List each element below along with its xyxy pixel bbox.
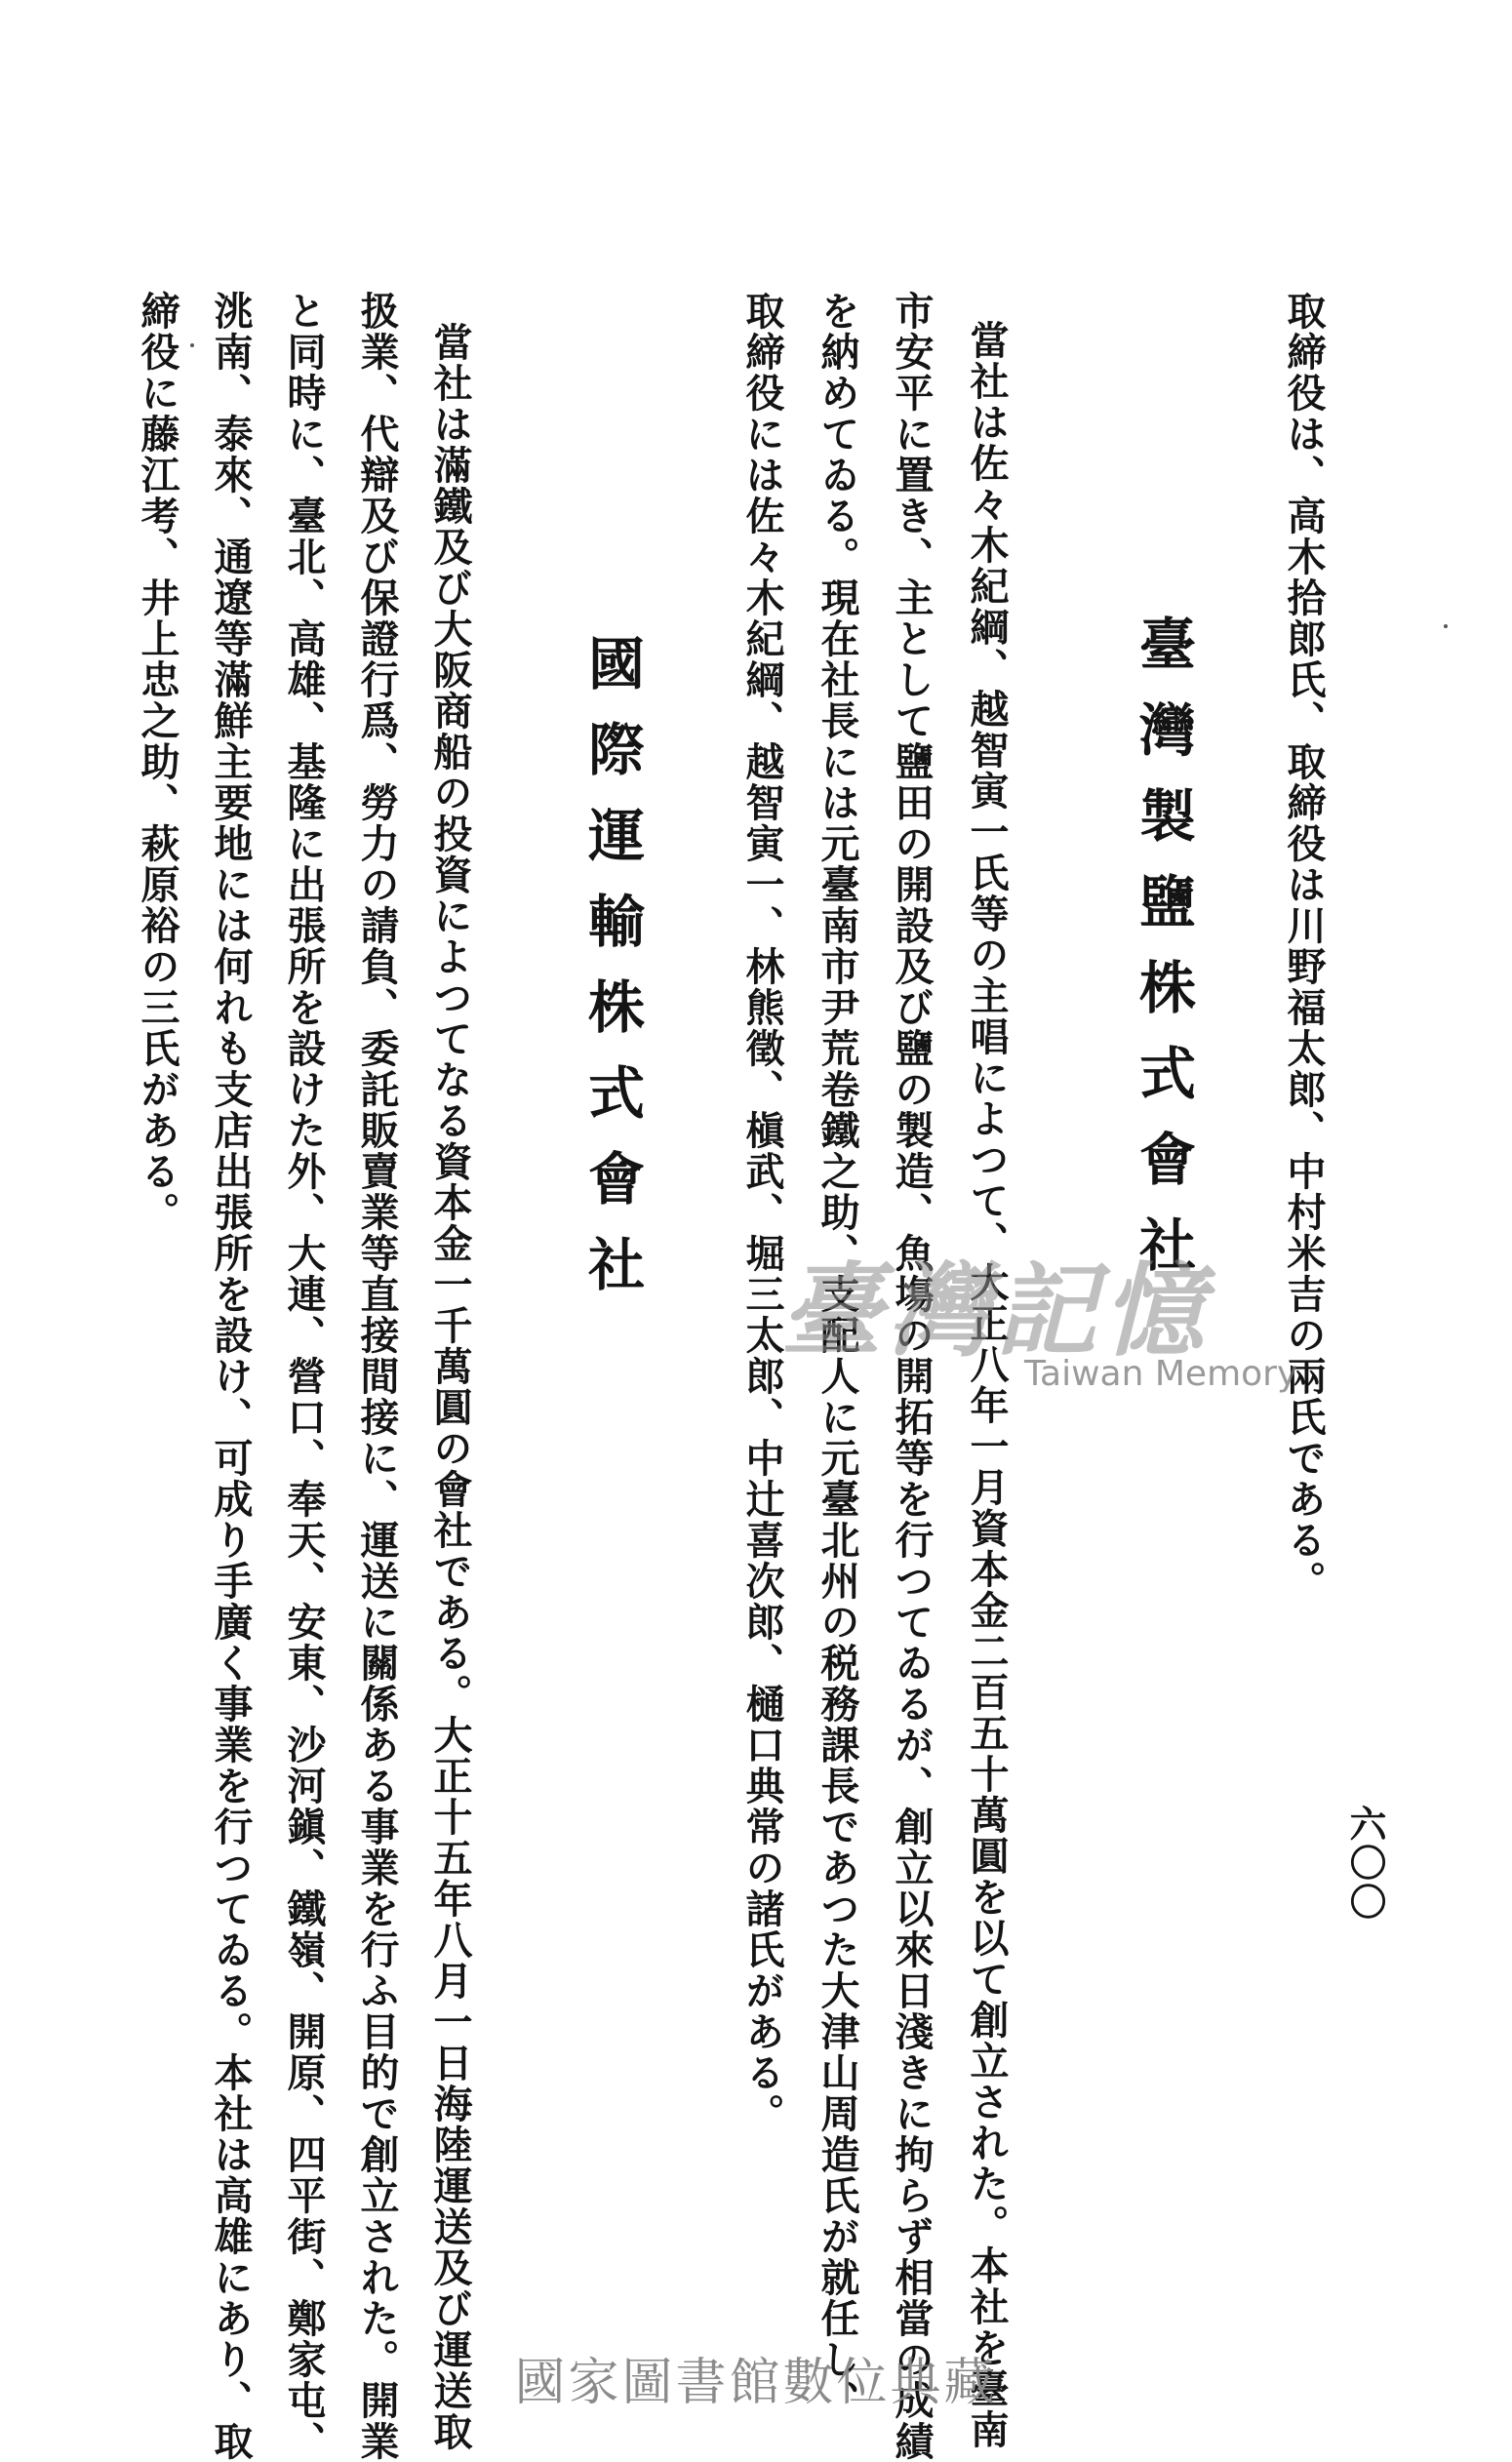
transport-line-2: 扱業、代辯及び保證行爲、勞力の請負、委託販賣業等直接間接に、運送に關係ある事業を行ふ目的で創立された。開業 xyxy=(354,291,400,2462)
section-transport-heading: 國際運輸株式會社 xyxy=(578,634,645,1321)
page-number: 六〇〇 xyxy=(1343,1805,1387,1922)
footer-collection-label: 國家圖書館數位典藏 xyxy=(514,2354,998,2412)
section-salt-heading: 臺灣製鹽株式會社 xyxy=(1130,615,1196,1301)
prev-section-line-1: 取締役は、高木拾郎氏、取締役は川野福太郎、中村米吉の兩氏である。 xyxy=(1281,291,1327,1602)
transport-line-4: 洮南、泰來、通遼等滿鮮主要地には何れも支店出張所を設け、可成り手廣く事業を行つてゐる。本社は高雄にあり、取 xyxy=(208,291,254,2462)
watermark-title: 臺灣記憶 xyxy=(780,1251,1211,1370)
scan-speck xyxy=(1444,624,1448,628)
transport-line-3: と同時に、臺北、高雄、基隆に出張所を設けた外、大連、營口、奉天、安東、沙河鎭、鐵嶺、開原、四平街、鄭家屯、 xyxy=(281,291,327,2462)
watermark-subtitle: Taiwan Memory xyxy=(1024,1354,1298,1394)
salt-line-1: 當社は佐々木紀綱、越智寅一氏等の主唱によつて、大正八年一月資本金二百五十萬圓を以て創立された。本社を臺南 xyxy=(964,320,1010,2450)
transport-line-1: 當社は滿鐵及び大阪商船の投資によつてなる資本金一千萬圓の會社である。大正十五年八月一日海陸運送及び運送取 xyxy=(427,322,473,2452)
salt-line-2: 市安平に置き、主として鹽田の開設及び鹽の製造、魚塲の開拓等を行つてゐるが、創立以來日淺きに拘らず相當の成績 xyxy=(889,291,935,2462)
salt-line-3: を納めてゐる。現在社長には元臺南市尹荒卷鐵之助、支配人に元臺北州の税務課長であつた大津山周造氏が就任し、 xyxy=(815,291,860,2421)
scan-speck xyxy=(190,343,194,347)
transport-line-5: 締役に藤江考、井上忠之助、萩原裕の三氏がある。 xyxy=(135,291,180,1233)
salt-line-4: 取締役には佐々木紀綱、越智寅一、林熊徵、槇武、堀三太郎、中辻喜次郎、樋口典常の諸氏がある。 xyxy=(739,291,785,2134)
